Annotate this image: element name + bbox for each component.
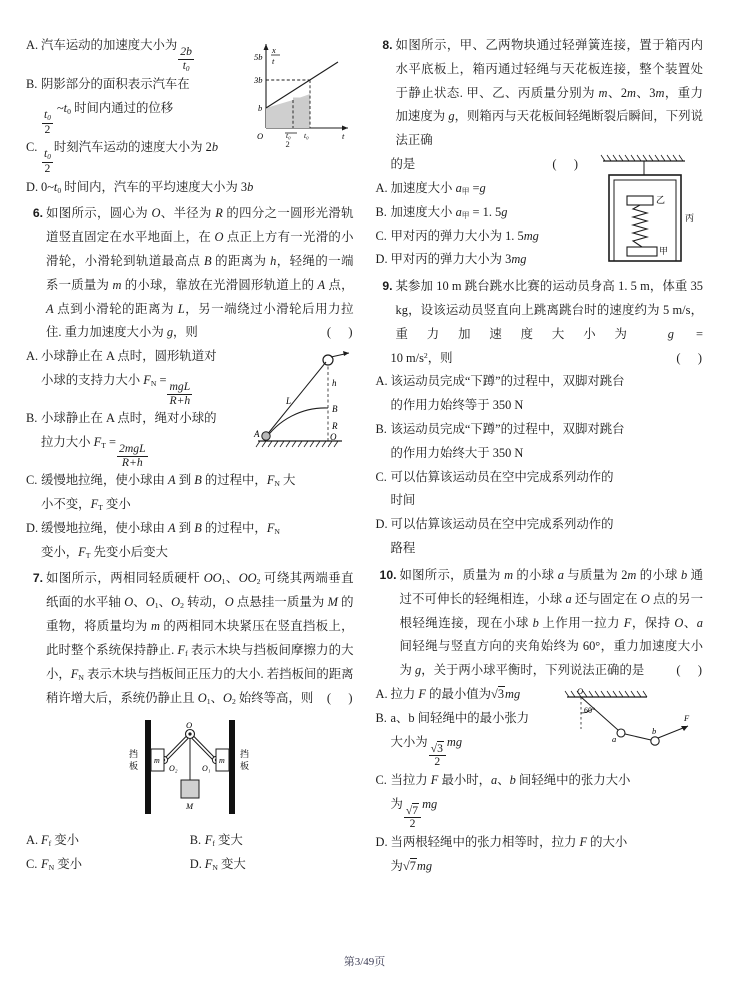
q8-label-yi: 乙 xyxy=(656,195,666,206)
q7-option-c-label: C. xyxy=(26,856,38,871)
q7-label-m-right: m xyxy=(218,756,225,766)
q10-option-b-fraction xyxy=(429,743,446,769)
q8-option-c xyxy=(376,225,580,249)
q10-option-c-denominator: 2 xyxy=(409,817,416,831)
q7-stem: 如图所示，两相同轻质硬杆 $OO_1$、$OO_2$ 可绕其两端垂直纸面的水平轴 O、$O_1$、$O_2$ 转动，O 点悬挂一质量为 M 的重物，将质量均为 m 的两相同木块紧压在竖直挡板上，此时整个系统保持静止. $F_f$ 表示木块与挡板间摩擦力的大小，$F_N$ 表示木块与挡板间正压力的大小. 若挡板间的距离稍许增大后，系统仍静止且 $O_1$、$O_2$ 始终等高，则 ( ) xyxy=(46,567,354,710)
q7-label-m-left: m xyxy=(153,756,160,766)
y-axis-label: x xyxy=(271,45,276,55)
question-10 xyxy=(376,564,704,879)
q10-option-c-line1: 当拉力 F 最小时，a、b 间轻绳中的张力大小 xyxy=(390,772,631,787)
q9-option-a-line2: 的作用力始终等于 350 N xyxy=(390,398,524,413)
q10-option-a-label: A. xyxy=(375,686,388,701)
q10-number: 10. xyxy=(379,567,397,582)
question-8 xyxy=(376,34,704,272)
q7-option-c-text: $F_N$ 变小 xyxy=(41,856,83,872)
q7-option-d-text: $F_N$ 变大 xyxy=(204,856,246,872)
q6-option-b-line1: 小球静止在 A 点时，绳对小球的 xyxy=(41,411,217,426)
q10-label-angle: 60° xyxy=(584,705,596,715)
origin-label: O xyxy=(256,131,263,141)
q8-stem-tail: 的是 ( ) xyxy=(376,153,704,177)
q10-option-c-label: C. xyxy=(375,772,387,787)
q6-option-b-denominator: R+h xyxy=(121,455,143,469)
q9-stem: 某参加 10 m 跳台跳水比赛的运动员身高 1. 5 m，体重 35 kg，设该运动员竖直向上跳离跳台时的速度约为 5 m/s，重力加速度大小为 g = xyxy=(395,279,703,341)
q5-option-d xyxy=(26,176,354,200)
q7-option-a-label: A. xyxy=(26,833,39,848)
q5-option-a-fraction xyxy=(178,46,194,73)
q9-option-d-label: D. xyxy=(375,517,388,532)
q7-label-O: O xyxy=(185,720,192,731)
question-9 xyxy=(376,275,704,561)
q8-stem: 如图所示，甲、乙两物块通过轻弹簧连接，置于箱丙内水平底板上，箱丙通过轻绳与天花板连接，整个装置处于静止状态. 甲、乙、丙质量分别为 m、2m、3m，重力加速度为 g，则箱丙与天花板间轻绳断裂后瞬间，下列说法正确 xyxy=(395,38,704,148)
q5-option-b-text: 阴影部分的面积表示汽车在 xyxy=(41,77,190,92)
q10-option-c-numerator xyxy=(404,805,421,819)
q5-option-a-text-pre: 汽车运动的加速度大小为 xyxy=(41,38,178,52)
q6-option-c-label: C. xyxy=(26,473,38,488)
q7-figure-container xyxy=(26,714,354,829)
q6-option-a xyxy=(26,345,236,369)
q5-option-b-label: B. xyxy=(26,77,38,92)
q9-option-c xyxy=(376,466,704,490)
q5-option-c-fraction xyxy=(42,148,53,175)
x-axis-label: t xyxy=(341,131,344,141)
question-6 xyxy=(26,202,354,564)
q10-balls-figure xyxy=(551,685,703,753)
q10-answer-blank: ( ) xyxy=(676,663,703,678)
q9-option-a xyxy=(376,370,704,394)
q7-option-b xyxy=(190,829,354,853)
y-tick-3b: 3b xyxy=(253,75,262,85)
q8-option-d-label: D. xyxy=(375,252,388,267)
q10-option-b-line1: a、b 间轻绳中的最小张力 xyxy=(390,710,530,725)
q10-stem: 如图所示，质量为 m 的小球 a 与质量为 2m 的小球 b 通过不可伸长的轻绳相连，小球 a 还与固定在 O 点的另一根轻绳连接，现在小球 b 上作用一拉力 F，保持 O、a 间轻绳与竖直方向的夹角始终为 60°，重力加速度大小为 g，关于两小球平衡时，下列说法正确的是 ( ) xyxy=(400,564,704,683)
q5-option-a xyxy=(26,34,236,73)
q8-option-a xyxy=(376,177,580,201)
q8-option-d xyxy=(376,248,580,272)
q6-option-b-line2: 拉力大小 $F_T$ = $\frac{\text{2mgL}}{R+h}$ xyxy=(41,435,146,469)
q6-option-a-fraction xyxy=(167,381,192,407)
q9-number: 9. xyxy=(382,279,393,294)
q6-option-a-line2: 小球的支持力大小 $F_N$ = $\frac{\text{mgL}}{R+h}$ xyxy=(41,373,191,407)
q9-option-c-line2: 时间 xyxy=(390,493,416,508)
q7-option-c xyxy=(26,853,190,877)
q6-option-d xyxy=(26,517,354,541)
q7-option-d-label: D. xyxy=(189,856,202,871)
q10-label-b: b xyxy=(652,725,657,736)
q10-label-F: F xyxy=(684,712,690,723)
q8-option-c-text: 甲对丙的弹力大小为 1. 5mg xyxy=(390,228,539,243)
q7-label-right-wall-2: 板 xyxy=(239,761,249,772)
q6-option-a-label: A. xyxy=(26,349,39,364)
right-column xyxy=(376,34,704,939)
q6-option-c-line1: 缓慢地拉绳，使小球由 A 到 B 的过程中，$F_N$ 大 xyxy=(41,473,296,489)
q10-option-c-line2: 为 $\frac{√7}{2}$ mg xyxy=(390,796,438,831)
q10-option-d-radicand: 7 xyxy=(409,858,416,873)
question-5-options xyxy=(26,34,354,199)
q5-option-b-fraction xyxy=(42,109,53,136)
q8-option-b-text: 加速度大小 $a_甲 = 1$. 5g xyxy=(390,204,508,220)
q8-number: 8. xyxy=(382,38,393,52)
q8-option-c-label: C. xyxy=(375,228,387,243)
q5-option-c xyxy=(26,136,236,175)
q6-option-a-line1: 小球静止在 A 点时，圆形轨道对 xyxy=(41,349,217,364)
q6-label-A: A xyxy=(253,429,259,440)
q10-option-d-line1: 当两根轻绳中的张力相等时，拉力 F 的大小 xyxy=(390,834,628,849)
q10-option-a-sqrt: √3 xyxy=(491,686,505,701)
q8-option-d-text: 甲对丙的弹力大小为 3mg xyxy=(390,252,527,267)
q6-stem: 如图所示，圆心为 O、半径为 R 的四分之一圆形光滑轨道竖直固定在水平地面上，在 O 点正上方有一光滑的小滑轮，小滑轮到轨道最高点 B 的距离为 h，轻绳的一端系一质量为 m 的小球，靠放在光滑圆形轨道上的 A 点，A 点到小滑轮的距离为 L，另一端绕过小滑轮后用力拉住. 重力加速度大小为 g，则 ( ) xyxy=(46,202,354,345)
y-tick-5b: 5b xyxy=(253,52,262,62)
q5-option-c-text: $\frac{t_0}{2}$ 时刻汽车运动的速度大小为 2b xyxy=(44,140,219,175)
q10-option-b-sqrt: √3 xyxy=(430,741,443,755)
q7-option-d xyxy=(190,853,354,877)
q5-option-b xyxy=(26,73,236,97)
q7-label-O2: O₂ xyxy=(168,764,178,774)
q10-option-c-sqrt: √7 xyxy=(405,803,419,817)
q6-label-L: L xyxy=(285,396,291,407)
q10-option-c-fraction xyxy=(404,805,421,831)
q10-option-d-label: D. xyxy=(375,834,388,849)
q7-stem-row xyxy=(26,567,354,710)
quarter-circle-track-pulley-svg xyxy=(242,346,354,454)
x-tick-t0-half-num: t₀ xyxy=(285,131,291,140)
q5-option-d-label: D. xyxy=(26,179,39,194)
q8-option-a-label: A. xyxy=(375,180,388,195)
q7-option-b-text: $F_f$ 变大 xyxy=(204,833,243,849)
two-column-layout xyxy=(26,34,703,939)
q10-option-a-radicand: 3 xyxy=(497,686,505,701)
q5-option-a-numerator: 2b xyxy=(180,45,192,59)
y-tick-b: b xyxy=(257,103,262,113)
q10-option-b xyxy=(376,707,546,731)
q7-label-right-wall-1: 挡 xyxy=(239,749,249,760)
q10-option-b-radicand: 3 xyxy=(437,741,443,755)
q10-option-b-label: B. xyxy=(375,710,387,725)
q6-label-B: B xyxy=(331,404,337,415)
q6-option-c xyxy=(26,469,354,493)
q5-option-a-text xyxy=(41,34,236,73)
q6-label-R: R xyxy=(331,421,337,432)
two-rods-blocks-walls-svg xyxy=(92,714,288,820)
q6-option-b-fraction xyxy=(117,443,148,469)
q8-stem-row xyxy=(376,34,704,153)
q5-option-d-text: $0\sim t_0$ 时间内，汽车的平均速度大小为 3b xyxy=(41,179,254,195)
q9-option-b xyxy=(376,418,704,442)
q5-option-a-denominator: $t_0$ xyxy=(182,58,190,73)
q6-option-a-numerator: mgL xyxy=(167,381,192,395)
q10-option-a xyxy=(376,683,546,707)
q7-option-a xyxy=(26,829,190,853)
q8-option-b-label: B. xyxy=(375,204,387,219)
q7-label-left-wall-2: 板 xyxy=(128,761,138,772)
q6-option-d-label: D. xyxy=(26,520,39,535)
two-balls-ropes-force-svg xyxy=(551,685,703,753)
q8-option-a-text: 加速度大小 $a_甲 =g$ xyxy=(390,180,486,196)
q7-number: 7. xyxy=(32,571,43,586)
q9-option-b-line1: 该运动员完成“下蹲”的过程中，双脚对跳台 xyxy=(390,422,625,436)
x-tick-half-denominator: 2 xyxy=(285,138,290,149)
q6-option-b-label: B. xyxy=(26,411,38,426)
q9-answer-blank: ( ) xyxy=(676,350,703,365)
q9-option-c-label: C. xyxy=(375,469,387,484)
x-tick-t0: t₀ xyxy=(303,131,309,140)
q7-label-M: M xyxy=(185,801,193,812)
q5-option-b-numerator: $t_0$ xyxy=(44,108,51,122)
q10-option-a-text: 拉力 F 的最小值为√3mg xyxy=(391,683,546,707)
page-footer: 第3/49页 xyxy=(343,956,386,968)
q6-option-b-numerator: 2mgL xyxy=(119,442,146,456)
q5-option-c-label: C. xyxy=(26,140,38,155)
q10-option-d xyxy=(376,831,704,855)
q9-option-b-label: B. xyxy=(375,422,387,436)
q6-number: 6. xyxy=(32,206,43,221)
q8-answer-blank: ( ) xyxy=(552,157,579,172)
q7-option-a-text: $F_f$ 变小 xyxy=(41,833,80,849)
y-axis-label-den: t xyxy=(271,56,274,66)
q10-option-d-line2: 为√7mg xyxy=(376,855,704,879)
q6-stem-row xyxy=(26,202,354,345)
q10-option-c-radicand: 7 xyxy=(412,803,419,817)
q10-stem-row xyxy=(376,564,704,683)
q7-label-left-wall-1: 挡 xyxy=(128,749,138,760)
q9-option-d xyxy=(376,513,704,537)
q6-option-d-line1: 缓慢地拉绳，使小球由 A 到 B 的过程中，$F_N$ xyxy=(41,520,280,536)
q5-option-b-denominator: 2 xyxy=(44,122,51,136)
q7-options-row-2 xyxy=(26,853,354,877)
q10-option-b-line2: 大小为 $\frac{√3}{2}$ mg xyxy=(390,734,463,769)
q6-track-figure xyxy=(242,346,354,454)
q8-label-jia: 甲 xyxy=(659,246,669,257)
q9-option-b-line2: 的作用力始终大于 350 N xyxy=(390,445,524,460)
q10-option-b-denominator: 2 xyxy=(434,755,441,769)
q9-option-c-line1: 可以估算该运动员在空中完成系列动作的 xyxy=(390,469,614,484)
q5-option-a-label: A. xyxy=(26,38,39,52)
q10-option-b-numerator xyxy=(429,743,446,757)
q9-option-a-line1: 该运动员完成“下蹲”的过程中，双脚对跳台 xyxy=(390,374,625,389)
q8-label-bing: 丙 xyxy=(685,213,695,224)
box-spring-ceiling-svg xyxy=(585,151,703,263)
q6-option-c-line2: 小不变，$F_T$ 变小 xyxy=(41,497,131,512)
q7-options-row-1 xyxy=(26,829,354,853)
q6-option-b xyxy=(26,407,236,431)
q8-box-figure xyxy=(585,151,703,263)
q9-stem-row xyxy=(376,275,704,346)
q9-option-a-label: A. xyxy=(375,374,388,389)
q7-answer-blank: ( ) xyxy=(326,690,354,705)
q6-label-h: h xyxy=(331,378,336,389)
q10-label-a: a xyxy=(612,733,617,744)
q9-stem-tail: 10 $m/s^2$，则 ( ) xyxy=(376,347,704,371)
q7-label-O1: O₁ xyxy=(201,764,211,774)
q6-label-O: O xyxy=(329,432,336,443)
q6-option-d-line2: 变小，$F_T$ 先变小后变大 xyxy=(41,544,168,560)
q10-label-O: O xyxy=(577,685,584,696)
q5-option-c-denominator: 2 xyxy=(44,161,51,175)
q7-option-b-label: B. xyxy=(189,833,202,848)
q6-option-a-denominator: R+h xyxy=(169,393,191,407)
q10-option-c xyxy=(376,769,704,793)
q5-option-b-text-post: $\sim t_0$ 时间内通过的位移 xyxy=(56,101,174,116)
q8-option-b xyxy=(376,201,580,225)
q6-answer-blank: ( ) xyxy=(326,325,354,340)
q10-option-d-sqrt: √7 xyxy=(402,858,416,873)
left-column xyxy=(26,34,354,939)
q9-option-d-line1: 可以估算该运动员在空中完成系列动作的 xyxy=(390,517,614,532)
q5-option-b-line2 xyxy=(26,97,354,136)
question-7 xyxy=(26,567,354,876)
q5-option-c-numerator: $t_0$ xyxy=(44,147,51,162)
q9-option-d-line2: 路程 xyxy=(390,541,416,556)
